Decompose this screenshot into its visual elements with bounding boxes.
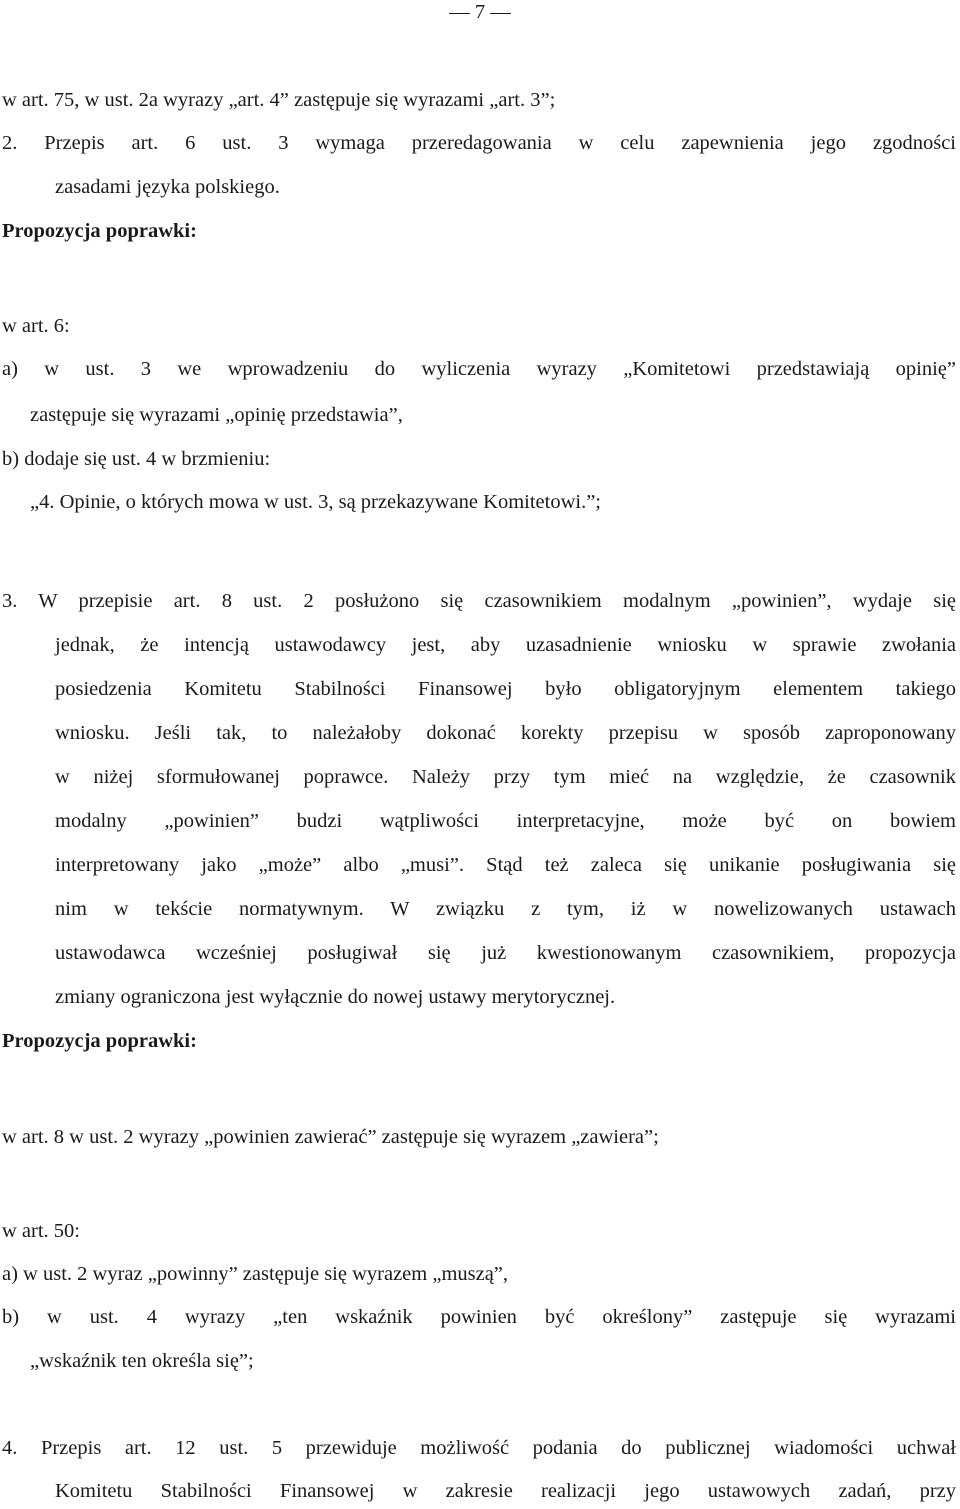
text-line: zastępuje się wyrazami „opinię przedstawia”, (30, 404, 403, 426)
section-heading: Propozycja poprawki: (2, 1030, 197, 1052)
text-line: b) w ust. 4 wyrazy „ten wskaźnik powinien być określony” zastępuje się wyrazami (2, 1306, 956, 1328)
text-line: a) w ust. 2 wyraz „powinny” zastępuje się wyrazem „muszą”, (2, 1263, 509, 1285)
text-line: posiedzenia Komitetu Stabilności Finansowej było obligatoryjnym elementem takiego (55, 678, 956, 700)
section-heading: Propozycja poprawki: (2, 220, 197, 242)
text-line: w art. 6: (2, 315, 70, 337)
text-line: nim w tekście normatywnym. W związku z tym, iż w nowelizowanych ustawach (55, 898, 956, 920)
text-line: w art. 50: (2, 1220, 80, 1242)
text-line: zmiany ograniczona jest wyłącznie do nowej ustawy merytorycznej. (55, 986, 616, 1008)
text-line: w art. 75, w ust. 2a wyrazy „art. 4” zastępuje się wyrazami „art. 3”; (2, 89, 556, 111)
text-line: w niżej sformułowanej poprawce. Należy przy tym mieć na względzie, że czasownik (55, 766, 956, 788)
page-number: — 7 — (449, 1, 511, 23)
text-line: interpretowany jako „może” albo „musi”. Stąd też zaleca się unikanie posługiwania się (55, 854, 956, 876)
text-line: „4. Opinie, o których mowa w ust. 3, są przekazywane Komitetowi.”; (30, 491, 601, 513)
text-line: wniosku. Jeśli tak, to należałoby dokonać korekty przepisu w sposób zaproponowany (55, 722, 956, 744)
text-line: „wskaźnik ten określa się”; (30, 1350, 254, 1372)
text-line: Komitetu Stabilności Finansowej w zakresie realizacji jego ustawowych zadań, przy (55, 1480, 956, 1502)
text-line: 3. W przepisie art. 8 ust. 2 posłużono się czasownikiem modalnym „powinien”, wydaje się (2, 590, 956, 612)
text-line: jednak, że intencją ustawodawcy jest, aby uzasadnienie wniosku w sprawie zwołania (55, 634, 956, 656)
text-line: 4. Przepis art. 12 ust. 5 przewiduje możliwość podania do publicznej wiadomości uchwał (2, 1437, 956, 1459)
text-line: b) dodaje się ust. 4 w brzmieniu: (2, 448, 271, 470)
text-line: a) w ust. 3 we wprowadzeniu do wyliczenia wyrazy „Komitetowi przedstawiają opinię” (2, 358, 956, 380)
text-line: zasadami języka polskiego. (55, 176, 280, 198)
text-line: 2. Przepis art. 6 ust. 3 wymaga przeredagowania w celu zapewnienia jego zgodności (2, 132, 956, 154)
text-line: modalny „powinien” budzi wątpliwości interpretacyjne, może być on bowiem (55, 810, 956, 832)
text-line: ustawodawca wcześniej posługiwał się już kwestionowanym czasownikiem, propozycja (55, 942, 956, 964)
text-line: w art. 8 w ust. 2 wyrazy „powinien zawierać” zastępuje się wyrazem „zawiera”; (2, 1126, 659, 1148)
